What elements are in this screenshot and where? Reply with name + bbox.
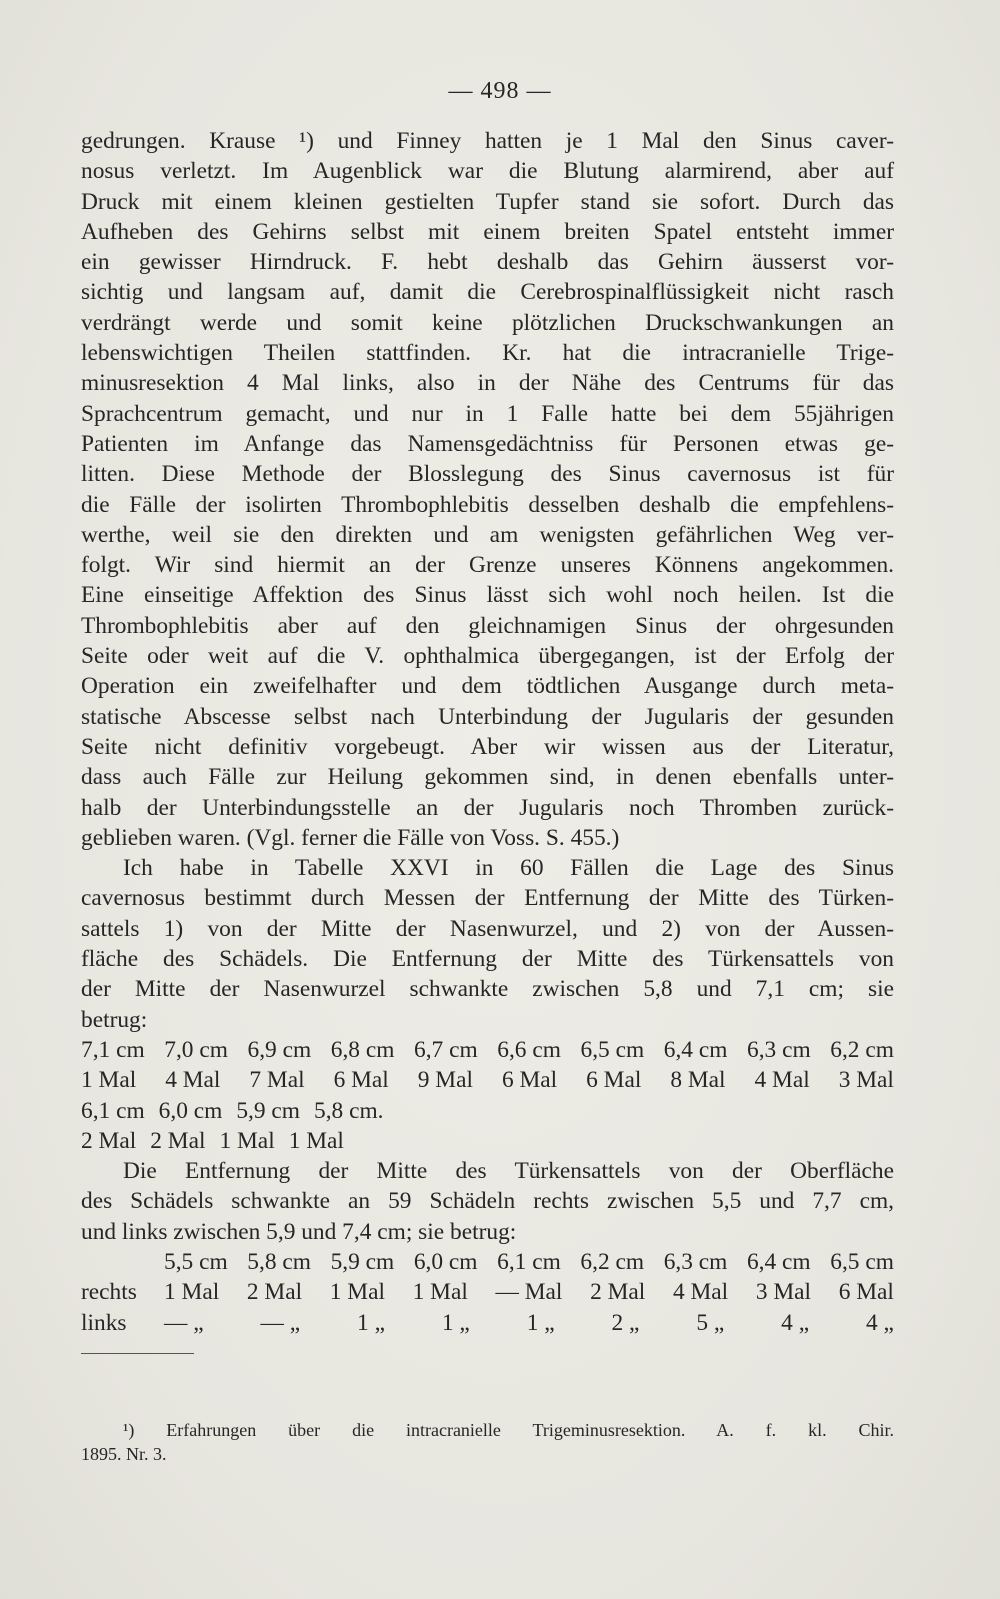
text-line: fläche des Schädels. Die Entfernung der Mitte des Türkensattels von [81, 946, 894, 973]
table-cell: 6,2 cm [580, 1248, 645, 1275]
text-line: Seite nicht definitiv vorgebeugt. Aber wir wissen aus der Literatur, [81, 733, 894, 760]
text-line: Thrombophlebitis aber auf den gleichnamigen Sinus der ohrgesunden [81, 612, 894, 639]
text-line: Aufheben des Gehirns selbst mit einem breiten Spatel entsteht immer [81, 218, 894, 245]
table-cell: 6,9 cm [247, 1036, 312, 1063]
table-cell: 6,4 cm [746, 1248, 811, 1275]
table-cell: 1 Mal [219, 1127, 275, 1154]
text-line: die Fälle der isolirten Thrombophlebitis desselben deshalb die empfehlens- [81, 491, 894, 518]
text-line: lebenswichtigen Theilen stattfinden. Kr. hat die intracranielle Trige- [81, 340, 894, 367]
table1-row1-values [81, 1035, 894, 1065]
text-line: ¹) Erfahrungen über die intracranielle Trigeminusresektion. A. f. kl. Chir. [123, 1420, 894, 1440]
table2-left-row [81, 1308, 894, 1338]
table-cell: 1 Mal [412, 1279, 468, 1306]
table-cell: 2 „ [611, 1309, 640, 1336]
text-line: Patienten im Anfange das Namensgedächtniss für Personen etwas ge- [81, 430, 894, 457]
table-cell: 6 Mal [333, 1067, 389, 1094]
text-line: Operation ein zweifelhafter und dem tödtlichen Ausgange durch meta- [81, 673, 894, 700]
table-cell: — „ [164, 1309, 204, 1336]
text-line: Seite oder weit auf die V. ophthalmica übergegangen, ist der Erfolg der [81, 643, 894, 670]
text-line: dass auch Fälle zur Heilung gekommen sind, in denen ebenfalls unter- [81, 764, 894, 791]
footnote-divider [81, 1353, 194, 1354]
table-cell: 5,5 cm [164, 1248, 228, 1275]
table-cell: 5,9 cm [236, 1097, 301, 1124]
table-cell: 6,5 cm [580, 1036, 645, 1063]
table-cell: 6,3 cm [747, 1036, 811, 1063]
table2-right-row [81, 1277, 894, 1307]
table-cell: 2 Mal [590, 1279, 646, 1306]
page-number: — 498 — [448, 78, 552, 104]
table2-header-row [81, 1247, 894, 1277]
table-cell: 3 Mal [755, 1279, 812, 1306]
table-cell: — Mal [495, 1279, 563, 1306]
table-cell: 5,8 cm [247, 1248, 311, 1275]
text-line: gedrungen. Krause ¹) und Finney hatten je 1 Mal den Sinus caver- [81, 128, 894, 154]
table-cell: 8 Mal [670, 1067, 726, 1094]
table-cell: 3 Mal [838, 1067, 894, 1094]
table-cell: 2 Mal [150, 1127, 206, 1154]
table-cell: 4 Mal [165, 1067, 221, 1094]
table-cell: 6,4 cm [663, 1036, 728, 1063]
text-line: 1895. Nr. 3. [81, 1444, 167, 1464]
table-cell: 4 Mal [672, 1279, 729, 1306]
text-line: ein gewisser Hirndruck. F. hebt deshalb das Gehirn äusserst vor- [81, 249, 894, 276]
table-cell: 7,0 cm [164, 1036, 228, 1063]
text-line: und links zwischen 5,9 und 7,4 cm; sie betrug: [81, 1218, 517, 1245]
table-cell: 5 „ [696, 1309, 725, 1336]
table-cell: 1 Mal [81, 1067, 137, 1094]
table-cell: 1 „ [526, 1309, 555, 1336]
text-line: Sprachcentrum gemacht, und nur in 1 Falle hatte bei dem 55jährigen [81, 400, 894, 427]
text-line: Ich habe in Tabelle XXVI in 60 Fällen die Lage des Sinus [123, 855, 894, 882]
table-cell: 1 Mal [329, 1279, 385, 1306]
table-cell: 6,2 cm [830, 1036, 894, 1063]
table-cell: 7 Mal [249, 1067, 305, 1094]
table-cell: 2 Mal [246, 1279, 303, 1306]
table-cell: 1 „ [357, 1309, 385, 1336]
text-line: Die Entfernung der Mitte des Türkensattels von der Oberfläche [123, 1158, 894, 1185]
table-cell: 6 Mal [838, 1279, 894, 1306]
paragraph-1 [81, 126, 894, 853]
paragraph-3 [81, 1156, 894, 1247]
table-cell: 6,3 cm [663, 1248, 728, 1275]
text-line: Druck mit einem kleinen gestielten Tupfer stand sie sofort. Durch das [81, 188, 894, 215]
table-cell: 4 „ [866, 1309, 894, 1336]
text-line: cavernosus bestimmt durch Messen der Entfernung der Mitte des Türken- [81, 885, 894, 912]
text-line: halb der Unterbindungsstelle an der Jugularis noch Thromben zurück- [81, 794, 894, 821]
table1-row2-counts [81, 1126, 894, 1156]
body-text [81, 126, 894, 1338]
text-line: nosus verletzt. Im Augenblick war die Blutung alarmirend, aber auf [81, 158, 894, 185]
paragraph-2 [81, 853, 894, 1035]
table-cell: 6,1 cm [497, 1248, 561, 1275]
table-cell: 5,8 cm. [314, 1097, 384, 1124]
table-cell: 6,0 cm [158, 1097, 223, 1124]
text-line: statische Abscesse selbst nach Unterbindung der Jugularis der gesunden [81, 703, 894, 730]
table-cell: 6,6 cm [497, 1036, 561, 1063]
measurement-table-1 [81, 1035, 894, 1156]
table-cell: 4 „ [781, 1309, 810, 1336]
text-line: verdrängt werde und somit keine plötzlichen Druckschwankungen an [81, 309, 894, 336]
table-cell: 6,7 cm [414, 1036, 478, 1063]
table-cell: 1 Mal [164, 1279, 220, 1306]
table-cell: 1 Mal [288, 1127, 344, 1154]
text-line: minusresektion 4 Mal links, also in der Nähe des Centrums für das [81, 370, 894, 397]
table2-left-label: links [81, 1309, 127, 1336]
text-line: werthe, weil sie den direkten und am wenigsten gefährlichen Weg ver- [81, 521, 894, 548]
table-cell: 6,5 cm [830, 1248, 894, 1275]
text-line: der Mitte der Nasenwurzel schwankte zwischen 5,8 und 7,1 cm; sie [81, 976, 894, 1003]
table-cell: 6,1 cm [81, 1097, 145, 1124]
table-cell: 6 Mal [501, 1067, 558, 1094]
table-cell: 6,0 cm [413, 1248, 478, 1275]
table-cell: 7,1 cm [81, 1036, 145, 1063]
table2-right-label: rechts [81, 1279, 137, 1306]
measurement-table-2 [81, 1247, 894, 1338]
table-cell: 5,9 cm [330, 1248, 395, 1275]
text-line: geblieben waren. (Vgl. ferner die Fälle von Voss. S. 455.) [81, 824, 620, 851]
table-cell: 9 Mal [417, 1067, 473, 1094]
text-line: sichtig und langsam auf, damit die Cerebrospinalflüssigkeit nicht rasch [81, 279, 894, 306]
table-cell: — „ [260, 1309, 301, 1336]
table-cell: 6 Mal [586, 1067, 642, 1094]
text-line: litten. Diese Methode der Blosslegung des Sinus cavernosus ist für [81, 461, 894, 488]
text-line: Eine einseitige Affektion des Sinus lässt sich wohl noch heilen. Ist die [81, 582, 894, 609]
text-line: folgt. Wir sind hiermit an der Grenze unseres Könnens angekommen. [81, 552, 894, 579]
text-line: betrug: [81, 1006, 148, 1033]
table-cell: 1 „ [441, 1309, 470, 1336]
table-cell: 2 Mal [81, 1127, 137, 1154]
table1-row1-counts [81, 1065, 894, 1095]
table-cell: 6,8 cm [330, 1036, 395, 1063]
footnote [81, 1418, 894, 1466]
text-line: des Schädels schwankte an 59 Schädeln rechts zwischen 5,5 und 7,7 cm, [81, 1188, 894, 1215]
text-line: sattels 1) von der Mitte der Nasenwurzel, und 2) von der Aussen- [81, 915, 894, 942]
table1-row2-values [81, 1096, 894, 1126]
table-cell: 4 Mal [754, 1067, 810, 1094]
